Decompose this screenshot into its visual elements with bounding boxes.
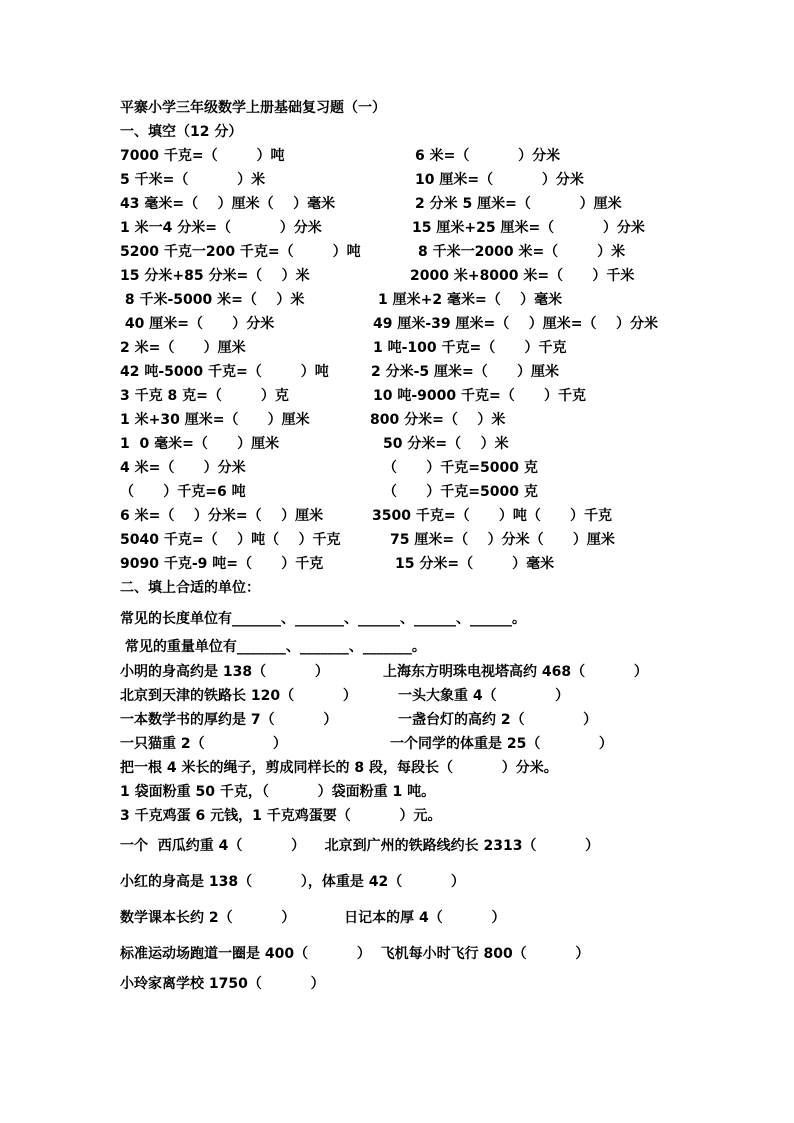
fill-item: 49 厘米-39 厘米=（ ）厘米=（ ）分米: [373, 316, 658, 332]
fill-item: （ ）千克=5000 克: [383, 460, 538, 476]
unit-item: 一本数学书的厚约是 7（ ）: [120, 712, 338, 728]
unit-item: 一盏台灯的高约 2（ ）: [398, 712, 598, 728]
fill-item: 40 厘米=（ ）分米: [120, 316, 275, 332]
fill-item: 2 米=（ ）厘米: [120, 340, 246, 356]
section2-heading: 二、填上合适的单位：: [120, 580, 260, 596]
section1-heading: 一、填空（12 分）: [120, 124, 243, 140]
fill-item: 10 厘米=（ ）分米: [415, 172, 584, 188]
fill-item: 6 米=（ ）分米=（ ）厘米: [120, 508, 324, 524]
unit-item: 一个 西瓜约重 4（ ） 北京到广州的铁路线约长 2313（ ）: [120, 838, 600, 854]
fill-item: 50 分米=（ ）米: [383, 436, 509, 452]
fill-item: 75 厘米=（ ）分米（ ）厘米: [390, 532, 615, 548]
fill-item: 1 米+30 厘米=（ ）厘米: [120, 412, 310, 428]
fill-item: 3500 千克=（ ）吨（ ）千克: [372, 508, 613, 524]
fill-item: 15 厘米+25 厘米=（ ）分米: [412, 220, 645, 236]
fill-item: 43 毫米=（ ）厘米（ ）毫米: [120, 196, 336, 212]
fill-item: 800 分米=（ ）米: [370, 412, 506, 428]
unit-item: 小红的身高是 138（ ），体重是 42（ ）: [120, 874, 465, 890]
page-title: 平寨小学三年级数学上册基础复习题（一）: [120, 100, 386, 116]
fill-item: （ ）千克=6 吨: [120, 484, 246, 500]
unit-item: 小明的身高约是 138（ ）: [120, 664, 329, 680]
unit-line: 常见的长度单位有_______、_______、______、______、______。: [120, 611, 526, 627]
fill-item: 2000 米+8000 米=（ ）千米: [410, 268, 635, 284]
unit-item: 标准运动场跑道一圈是 400（ ） 飞机每小时飞行 800（ ）: [120, 946, 590, 962]
unit-item: 数学课本长约 2（ ） 日记本的厚 4（ ）: [120, 910, 506, 926]
unit-line: 常见的重量单位有_______、_______、_______。: [120, 639, 426, 655]
unit-item: 1 袋面粉重 50 千克，（ ）袋面粉重 1 吨。: [120, 784, 436, 800]
unit-item: 一头大象重 4（ ）: [398, 688, 570, 704]
unit-item: 上海东方明珠电视塔高约 468（ ）: [383, 664, 648, 680]
fill-item: 6 米=（ ）分米: [415, 148, 561, 164]
fill-item: 15 分米=（ ）毫米: [395, 556, 555, 572]
fill-item: 1 0 毫米=（ ）厘米: [120, 436, 280, 452]
fill-item: （ ）千克=5000 克: [383, 484, 538, 500]
unit-item: 把一根 4 米长的绳子，剪成同样长的 8 段，每段长（ ）分米。: [120, 760, 558, 776]
fill-item: 5 千米=（ ）米: [120, 172, 266, 188]
fill-item: 42 吨-5000 千克=（ ）吨: [120, 364, 329, 380]
fill-item: 2 分米 5 厘米=（ ）厘米: [415, 196, 622, 212]
unit-item: 一个同学的体重是 25（ ）: [390, 736, 613, 752]
fill-item: 5200 千克一200 千克=（ ）吨: [120, 244, 361, 260]
fill-item: 1 吨-100 千克=（ ）千克: [373, 340, 567, 356]
fill-item: 1 厘米+2 毫米=（ ）毫米: [378, 292, 563, 308]
fill-item: 10 吨-9000 千克=（ ）千克: [373, 388, 586, 404]
unit-item: 小玲家离学校 1750（ ）: [120, 976, 325, 992]
fill-item: 9090 千克-9 吨=（ ）千克: [120, 556, 324, 572]
fill-item: 8 千米一2000 米=（ ）米: [418, 244, 626, 260]
unit-item: 3 千克鸡蛋 6 元钱，1 千克鸡蛋要（ ）元。: [120, 808, 442, 824]
fill-item: 1 米一4 分米=（ ）分米: [120, 220, 322, 236]
fill-item: 3 千克 8 克=（ ）克: [120, 388, 289, 404]
unit-item: 北京到天津的铁路长 120（ ）: [120, 688, 357, 704]
fill-item: 7000 千克=（ ）吨: [120, 148, 285, 164]
unit-item: 一只猫重 2（ ）: [120, 736, 287, 752]
fill-item: 15 分米+85 分米=（ ）米: [120, 268, 310, 284]
fill-item: 5040 千克=（ ）吨（ ）千克: [120, 532, 341, 548]
fill-item: 8 千米-5000 米=（ ）米: [120, 292, 305, 308]
fill-item: 4 米=（ ）分米: [120, 460, 246, 476]
fill-item: 2 分米-5 厘米=（ ）厘米: [371, 364, 560, 380]
